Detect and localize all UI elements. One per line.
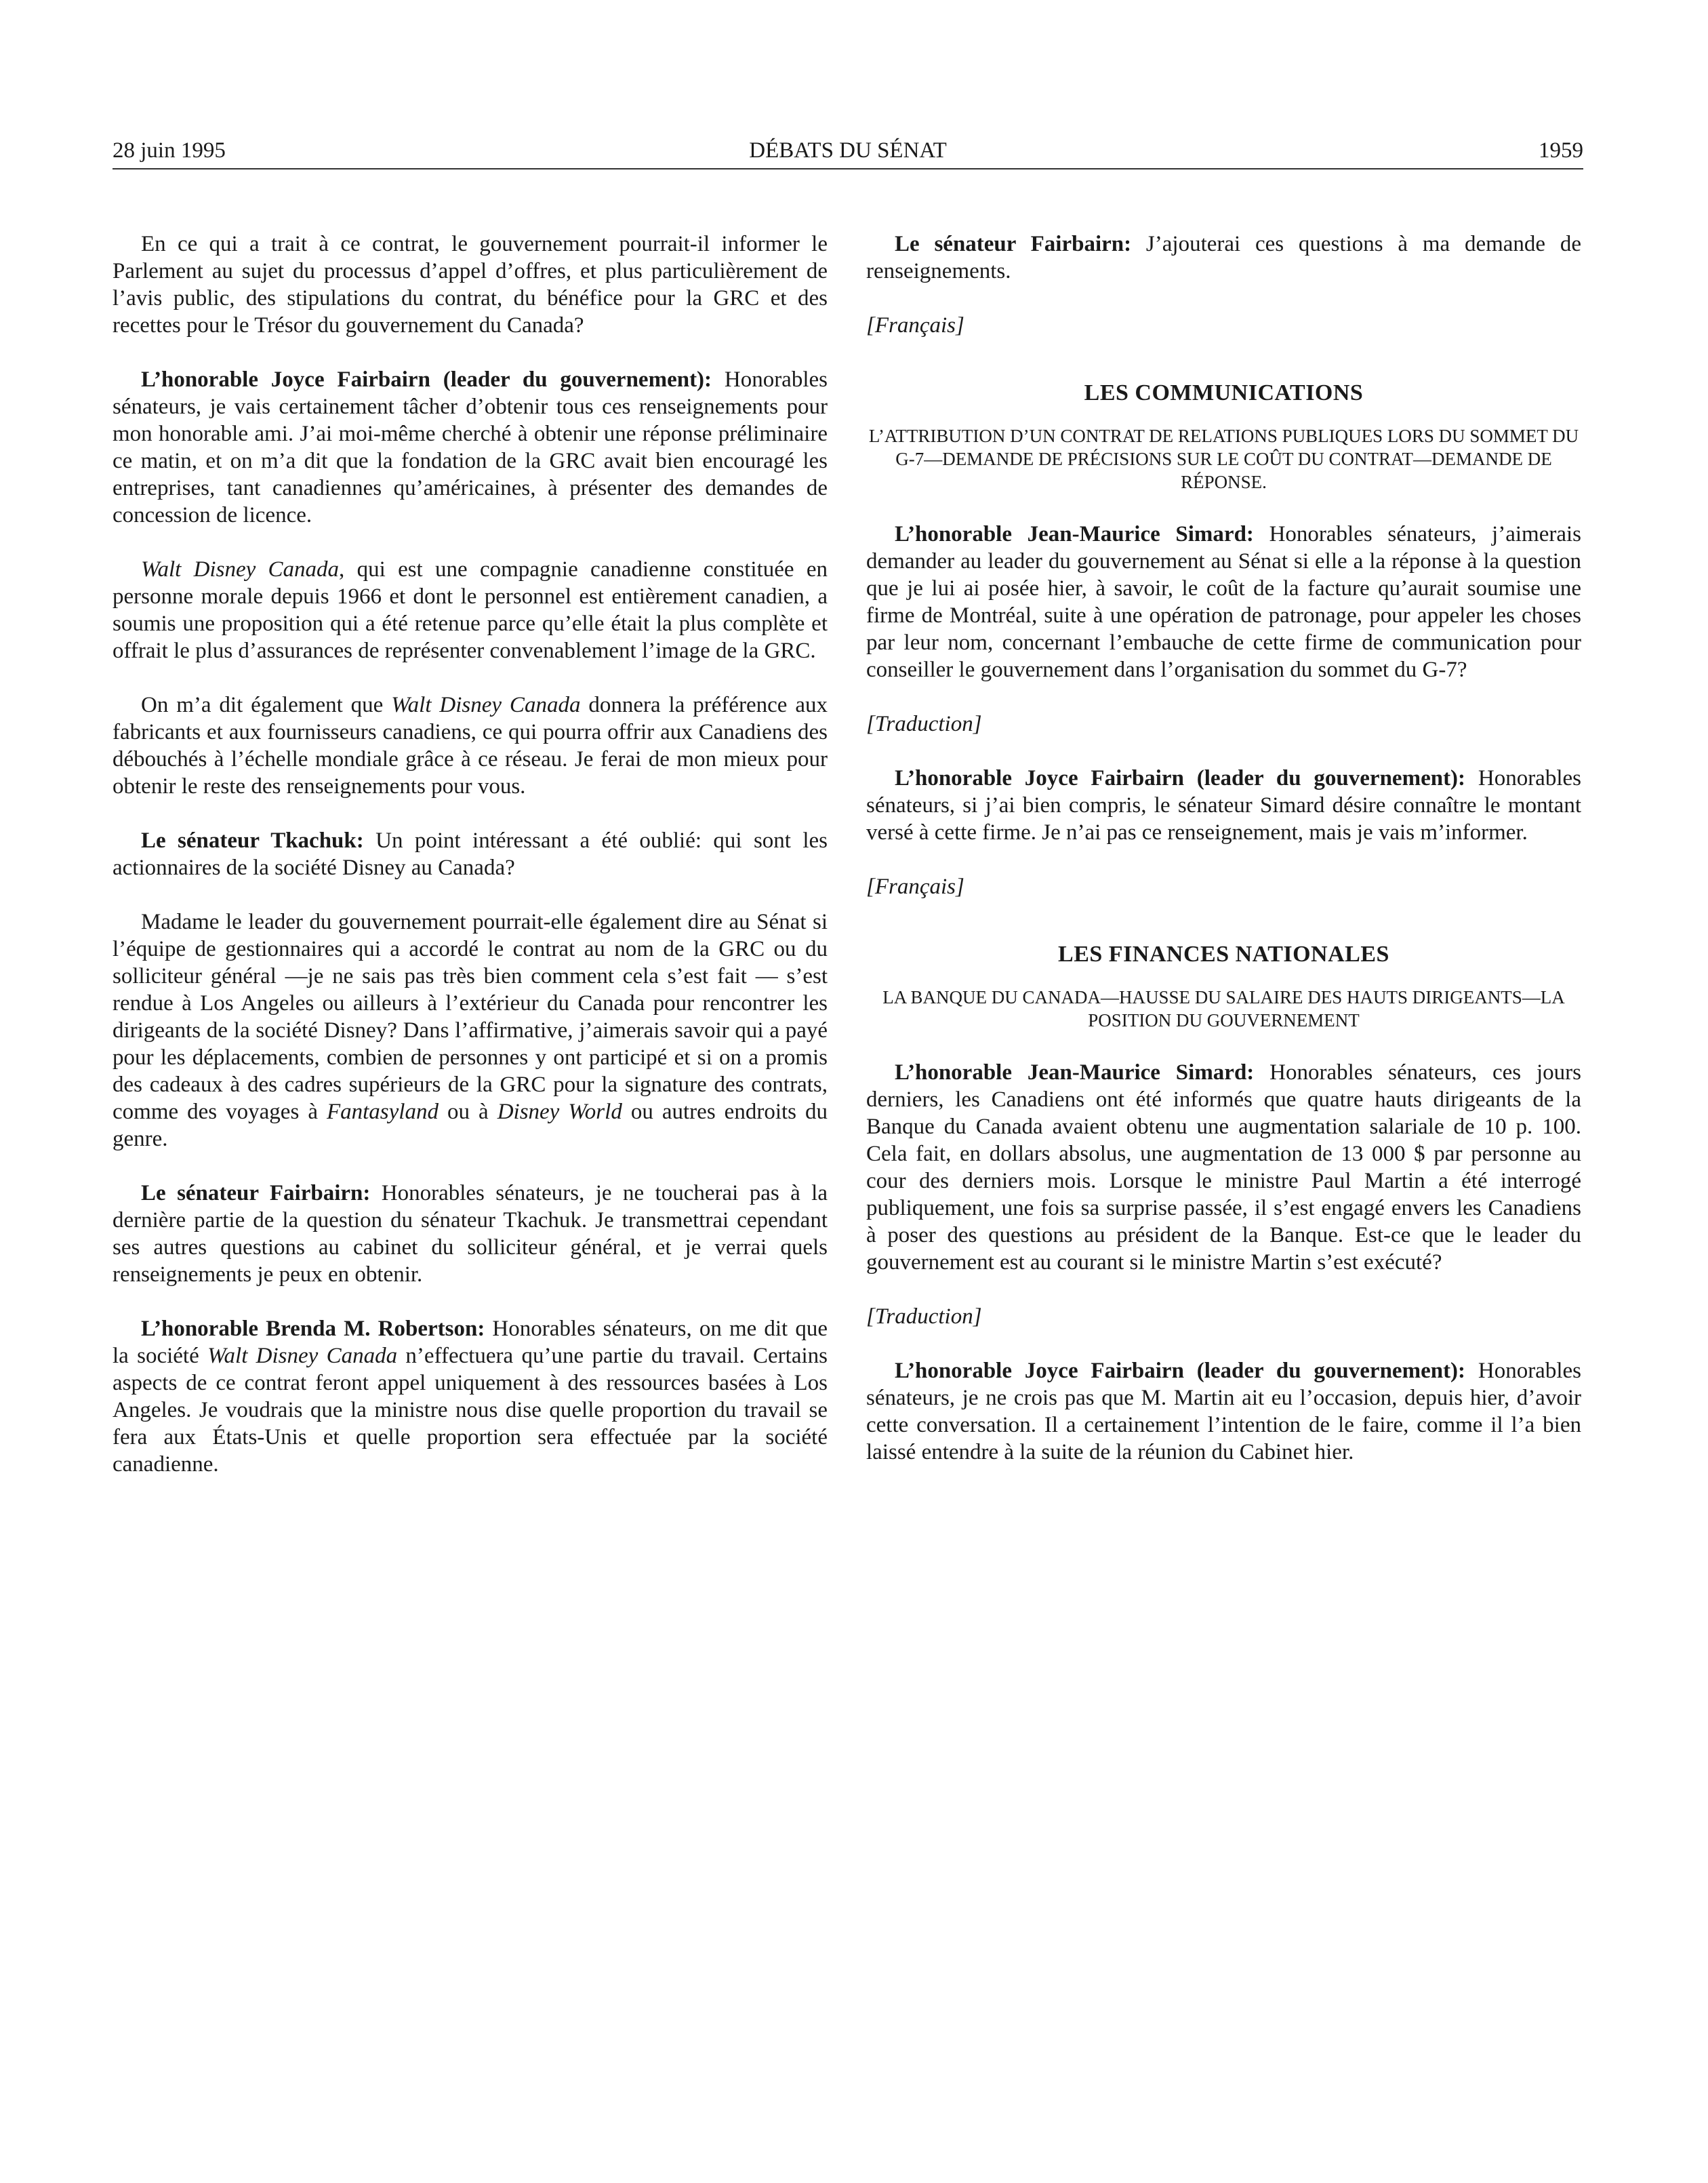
section-subtitle-finances: LA BANQUE DU CANADA—HAUSSE DU SALAIRE DES HAUTS DIRIGEANTS—LA POSITION DU GOUVERNEMENT	[882, 987, 1565, 1030]
paragraph-simard-question: L’honorable Jean-Maurice Simard: Honorables sénateurs, j’aimerais demander au leader du gouvernement au Sénat si elle a la réponse à la question que je lui ai posée hier, à savoir, le coût de la facture qu’aurait soumise une firme de Montréal, suite à une opération de patronage, pour appeler les choses par leur nom, concernant l’embauche de cette firme de communication pour conseiller le gouvernement dans l’organisation du sommet du G-7?	[866, 522, 1581, 682]
speaker-name: Le sénateur Tkachuk:	[141, 828, 364, 853]
paragraph-tkachuk: Le sénateur Tkachuk: Un point intéressant a été oublié: qui sont les actionnaires de la société Disney au Canada?	[113, 828, 828, 880]
page-number: 1959	[1539, 138, 1583, 163]
paragraph-madame-leader: Madame le leader du gouvernement pourrait-elle également dire au Sénat si l’équipe de gestionnaires qui a accordé le contrat au nom de la GRC ou du solliciteur général —je ne sais pas très bien comment cela s’est fait — s’est rendue à Los Angeles ou ailleurs à l’extérieur du Canada pour rencontrer les dirigeants de la société Disney? Dans l’affirmative, j’aimerais savoir qui a payé pour les déplacements, combien de personnes y ont participé et si on a promis des cadeaux à des cadres supérieurs de la GRC pour la signature des contrats, comme des voyages à Fantasyland ou à Disney World ou autres endroits du genre.	[113, 910, 828, 1151]
paragraph-preference: On m’a dit également que Walt Disney Canada donnera la préférence aux fabricants et aux fournisseurs canadiens, ce qui pourra offrir aux Canadiens des débouchés à l’échelle mondiale grâce à ce réseau. Je ferai de mon mieux pour obtenir le reste des renseignements pour vous.	[113, 693, 828, 799]
speaker-name: L’honorable Joyce Fairbairn (leader du gouvernement):	[895, 766, 1466, 790]
speaker-name: L’honorable Jean-Maurice Simard:	[895, 522, 1254, 546]
section-title-communications: LES COMMUNICATIONS	[1084, 380, 1364, 405]
language-marker: [Traduction]	[866, 1304, 982, 1329]
header-date: 28 juin 1995	[113, 138, 226, 163]
paragraph-walt-disney: Walt Disney Canada, qui est une compagnie canadienne constituée en personne morale depuis 1966 et dont le personnel est entièrement canadien, a soumis une proposition qui a été retenue parce qu’elle était la plus complète et offrait le plus d’assurances de représenter convenablement l’image de la GRC.	[113, 557, 828, 663]
speaker-name: Le sénateur Fairbairn:	[895, 232, 1132, 256]
paragraph-robertson: L’honorable Brenda M. Robertson: Honorables sénateurs, on me dit que la société Walt Disney Canada n’effectuera qu’une partie du travail. Certains aspects de ce contrat feront appel uniquement à des ressources basées à Los Angeles. Je voudrais que la ministre nous dise quelle proportion du travail se fera aux États-Unis et quelle proportion sera effectuée par la société canadienne.	[113, 1317, 828, 1477]
paragraph-fairbairn-martin: L’honorable Joyce Fairbairn (leader du gouvernement): Honorables sénateurs, je ne crois pas que M. Martin ait eu l’occasion, depuis hier, d’avoir cette conversation. Il a certainement l’intention de le faire, comme il l’a bien laissé entendre à la suite de la réunion du Cabinet hier.	[866, 1359, 1581, 1464]
left-column	[113, 231, 828, 1505]
paragraph-simard-bank: L’honorable Jean-Maurice Simard: Honorables sénateurs, ces jours derniers, les Canadiens ont été informés que quatre hauts dirigeants de la Banque du Canada avaient obtenu une augmentation salariale de 10 p. 100. Cela fait, en dollars absolus, une augmentation de 13 000 $ par personne au cour des derniers mois. Lorsque le ministre Paul Martin a été interrogé publiquement, une fois sa surprise passée, il s’est engagé envers les Canadiens à poser des questions au président de la Banque. Est-ce que le leader du gouvernement est au courant si le ministre Martin s’est exécuté?	[866, 1060, 1581, 1275]
header-title: DÉBATS DU SÉNAT	[749, 138, 947, 163]
paragraph-fairbairn-add: Le sénateur Fairbairn: J’ajouterai ces questions à ma demande de renseignements.	[866, 232, 1581, 283]
speaker-name: Le sénateur Fairbairn:	[141, 1181, 371, 1205]
language-marker: [Français]	[866, 875, 964, 899]
running-header	[113, 133, 1583, 169]
section-subtitle-communications: L’ATTRIBUTION D’UN CONTRAT DE RELATIONS PUBLIQUES LORS DU SOMMET DU G-7—DEMANDE DE PRÉCISIONS SUR LE COÛT DU CONTRAT—DEMANDE DE RÉPONSE.	[868, 426, 1579, 492]
language-marker: [Traduction]	[866, 712, 982, 736]
paragraph-fairbairn-inform: L’honorable Joyce Fairbairn (leader du gouvernement): Honorables sénateurs, si j’ai bien compris, le sénateur Simard désire connaître le montant versé à cette firme. Je n’ai pas ce renseignement, mais je vais m’informer.	[866, 766, 1581, 845]
paragraph-contract-question: En ce qui a trait à ce contrat, le gouvernement pourrait-il informer le Parlement au sujet du processus d’appel d’offres, et plus particulièrement de l’avis public, des stipulations du contrat, du bénéfice pour la GRC et des recettes pour le Trésor du gouvernement du Canada?	[113, 232, 828, 338]
speaker-name: L’honorable Joyce Fairbairn (leader du gouvernement):	[141, 367, 712, 392]
speaker-name: L’honorable Joyce Fairbairn (leader du gouvernement):	[895, 1359, 1466, 1383]
paragraph-fairbairn-transmit: Le sénateur Fairbairn: Honorables sénateurs, je ne toucherai pas à la dernière partie de la question du sénateur Tkachuk. Je transmettrai cependant ses autres questions au cabinet du solliciteur général, et je verrai quels renseignements je peux en obtenir.	[113, 1181, 828, 1287]
speaker-name: L’honorable Brenda M. Robertson:	[141, 1317, 485, 1341]
right-column	[866, 231, 1581, 1493]
section-title-finances: LES FINANCES NATIONALES	[1058, 942, 1389, 967]
paragraph-fairbairn-reply: L’honorable Joyce Fairbairn (leader du gouvernement): Honorables sénateurs, je vais certainement tâcher d’obtenir tous ces renseignements pour mon honorable ami. J’ai moi-même cherché à obtenir une réponse préliminaire ce matin, et on m’a dit que la fondation de la GRC avait bien encouragé les entreprises, tant canadiennes qu’américaines, à présenter des demandes de concession de licence.	[113, 367, 828, 527]
speaker-name: L’honorable Jean-Maurice Simard:	[895, 1060, 1255, 1085]
language-marker: [Français]	[866, 313, 964, 338]
